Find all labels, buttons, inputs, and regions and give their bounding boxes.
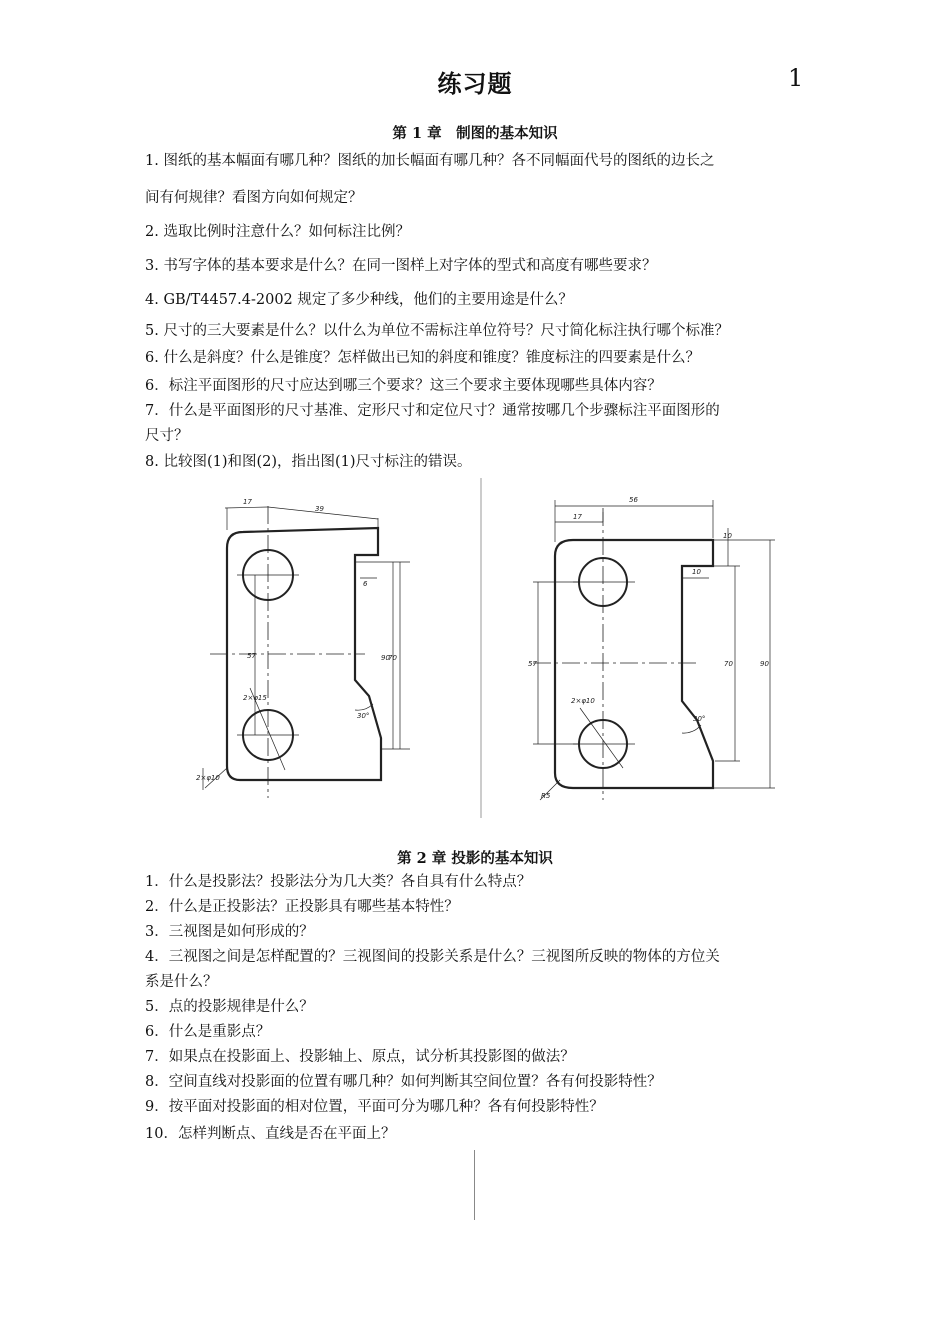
question-1-line1: 1. 图纸的基本幅面有哪几种？图纸的加长幅面有哪几种？各不同幅面代号的图纸的边长之 (145, 153, 715, 169)
page-number: 1 (788, 64, 804, 92)
ch2-question-7: 7．如果点在投影面上、投影轴上、原点，试分析其投影图的做法？ (145, 1049, 575, 1065)
fig2-dim-10b: 10 (692, 568, 701, 576)
ch2-question-5: 5．点的投影规律是什么？ (145, 999, 314, 1015)
question-5: 5. 尺寸的三大要素是什么？以什么为单位不需标注单位符号？尺寸简化标注执行哪个标准？ (145, 323, 729, 339)
ch2-question-10: 10．怎样判断点、直线是否在平面上？ (145, 1126, 396, 1142)
fig1-dim-57: 57 (247, 652, 256, 660)
vertical-divider (474, 1150, 475, 1220)
fig2-dim-70: 70 (724, 660, 733, 668)
fig1-dim-90: 90 (381, 654, 390, 662)
question-3: 3. 书写字体的基本要求是什么？在同一图样上对字体的型式和高度有哪些要求？ (145, 258, 657, 274)
fig1-dim-phi15: 2×φ15 (243, 694, 267, 702)
ch2-question-9: 9．按平面对投影面的相对位置，平面可分为哪几种？各有何投影特性？ (145, 1099, 604, 1115)
chapter2-heading: 第 2 章 投影的基本知识 (397, 850, 553, 867)
chapter1-heading: 第 1 章 制图的基本知识 (392, 125, 558, 142)
fig2-dim-10a: 10 (723, 532, 732, 540)
question-4: 4. GB/T4457.4-2002 规定了多少种线，他们的主要用途是什么？ (145, 292, 573, 308)
fig2-dim-56: 56 (629, 496, 638, 504)
figure-1-drawing (203, 506, 410, 798)
fig2-dim-angle: 30° (693, 715, 706, 723)
question-1-line2: 间有何规律？看图方向如何规定？ (145, 190, 363, 206)
fig1-dim-angle: 30° (357, 712, 370, 720)
ch2-question-4-line2: 系是什么？ (145, 974, 218, 990)
ch2-question-2: 2．什么是正投影法？正投影具有哪些基本特性？ (145, 899, 459, 915)
fig2-dim-phi10: 2×φ10 (571, 697, 595, 705)
page-title: 练习题 (437, 69, 513, 98)
figure-2-drawing (533, 500, 775, 800)
fig2-dim-57: 57 (528, 660, 537, 668)
ch2-question-1: 1．什么是投影法？投影法分为几大类？各自具有什么特点？ (145, 874, 532, 890)
ch2-question-3: 3．三视图是如何形成的？ (145, 924, 314, 940)
fig2-dim-R5: R5 (541, 792, 551, 800)
fig1-dim-70: 70 (388, 654, 397, 662)
ch2-question-8: 8．空间直线对投影面的位置有哪几种？如何判断其空间位置？各有何投影特性？ (145, 1074, 662, 1090)
dimension-figures (195, 478, 785, 818)
fig1-dim-17: 17 (243, 498, 252, 506)
fig1-dim-6: 6 (363, 580, 368, 588)
question-6a: 6. 什么是斜度？什么是锥度？怎样做出已知的斜度和锥度？锥度标注的四要素是什么？ (145, 350, 700, 366)
fig1-dim-phi10: 2×φ10 (196, 774, 220, 782)
fig1-dim-39: 39 (315, 505, 324, 513)
question-7-line1: 7．什么是平面图形的尺寸基准、定形尺寸和定位尺寸？通常按哪几个步骤标注平面图形的 (145, 403, 720, 419)
ch2-question-6: 6．什么是重影点？ (145, 1024, 271, 1040)
ch2-question-4-line1: 4．三视图之间是怎样配置的？三视图间的投影关系是什么？三视图所反映的物体的方位关 (145, 949, 720, 965)
fig2-dim-17: 17 (573, 513, 582, 521)
question-2: 2. 选取比例时注意什么？如何标注比例？ (145, 224, 410, 240)
figure-svg (195, 478, 785, 818)
fig2-dim-90: 90 (760, 660, 769, 668)
question-6b: 6．标注平面图形的尺寸应达到哪三个要求？这三个要求主要体现哪些具体内容？ (145, 378, 662, 394)
question-7-line2: 尺寸？ (145, 428, 189, 444)
question-8: 8. 比较图(1)和图(2)，指出图(1)尺寸标注的错误。 (145, 454, 472, 470)
